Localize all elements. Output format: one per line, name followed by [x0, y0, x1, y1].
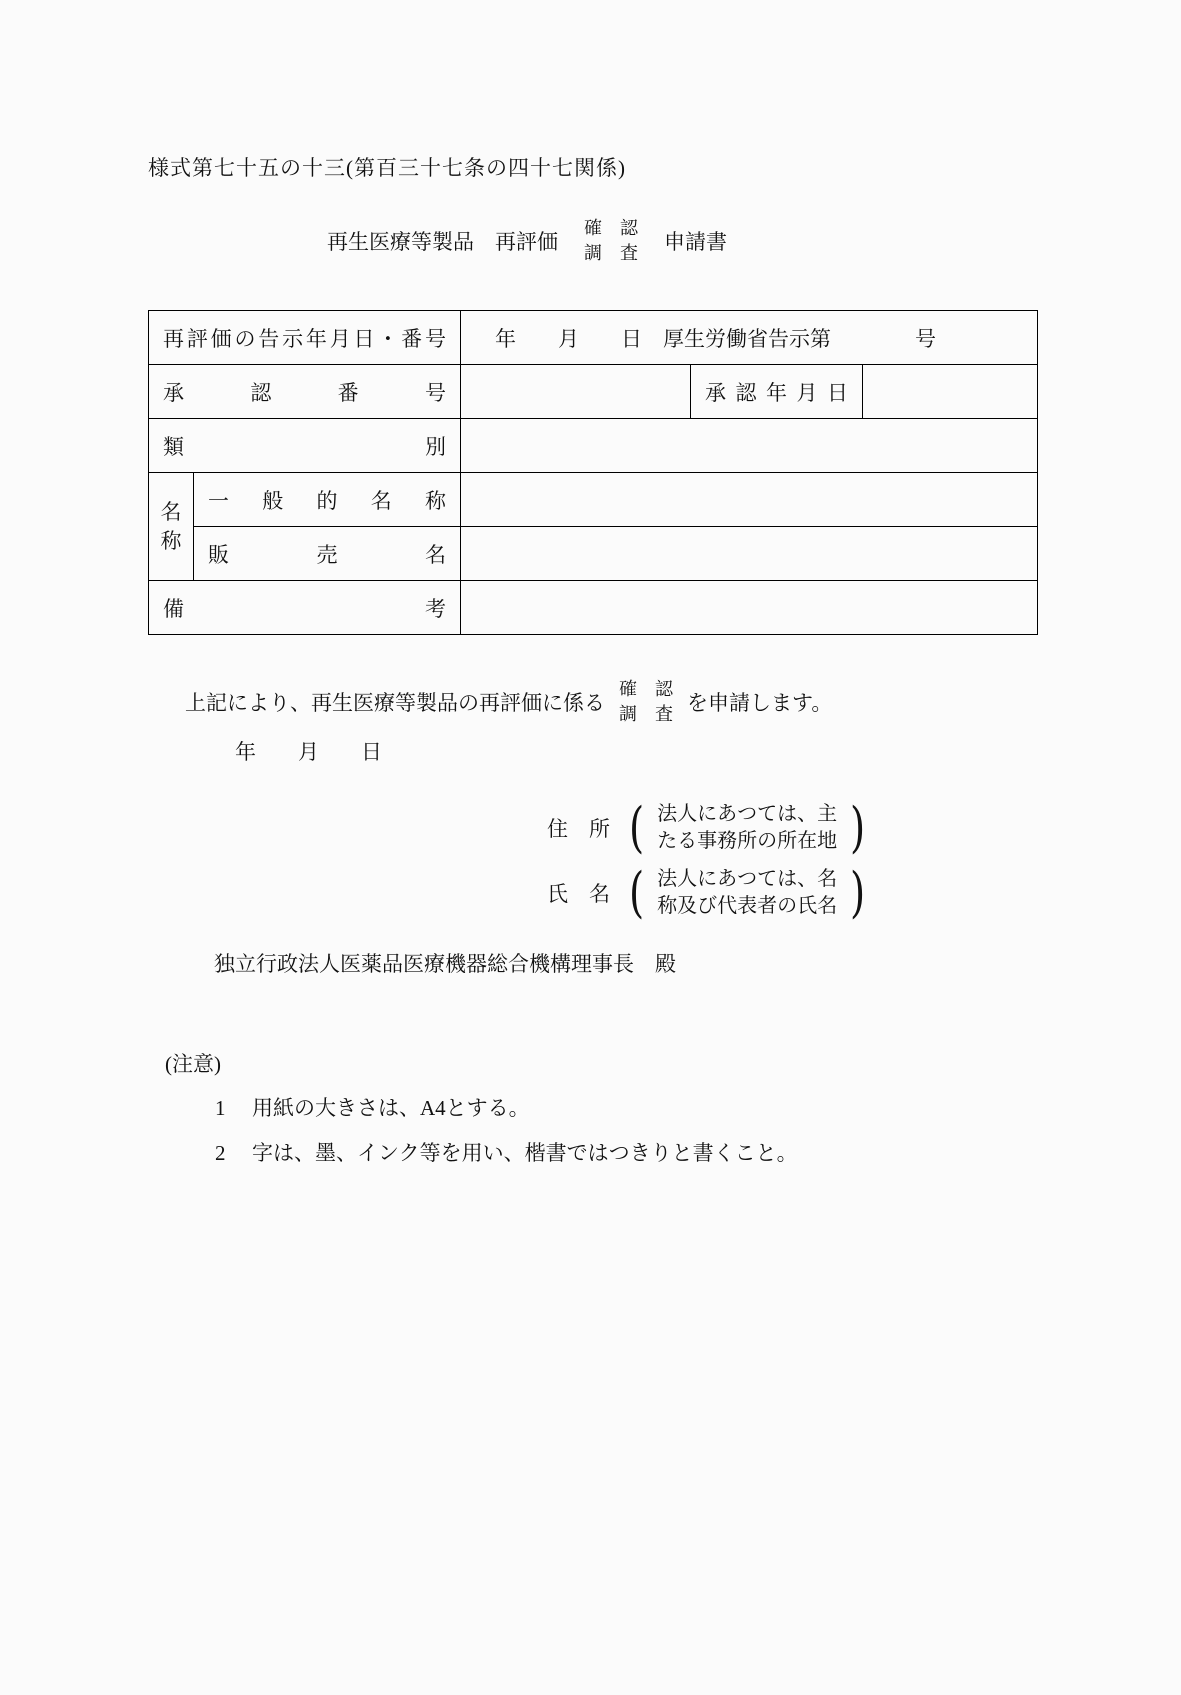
address-paren-line2: たる事務所の所在地 — [657, 830, 838, 852]
generic-name-value-cell — [461, 473, 1038, 527]
form-number-text: 様式第七十五の十三(第百三十七条の四十七関係) — [148, 156, 626, 180]
title-stacked-top: 確 認 — [584, 218, 638, 238]
name-paren-note — [657, 866, 837, 920]
generic-name-row — [149, 473, 1038, 527]
name-label: 氏 名 — [547, 882, 610, 906]
generic-name-label-cell: 一般的名称 — [194, 473, 461, 527]
address-paren-close-icon: ) — [850, 796, 866, 859]
address-paren-open-icon: ( — [628, 796, 645, 859]
address-paren-note — [657, 801, 837, 855]
title-stacked-bottom: 調 査 — [584, 243, 638, 263]
name-paren-close-icon: ) — [850, 861, 866, 924]
approval-number-label-cell: 承認番号 — [149, 365, 461, 419]
application-stacked-top: 確 認 — [619, 679, 673, 699]
date-line: 年 月 日 — [235, 740, 382, 764]
notice-date-value-cell: 年 月 日 厚生労働省告示第 号 — [461, 311, 1038, 365]
remarks-value-cell — [461, 581, 1038, 635]
notice-date-row — [149, 311, 1038, 365]
name-paren-open-icon: ( — [628, 861, 645, 924]
note-1-number: 1 — [215, 1096, 226, 1120]
title-stacked-kakunin-chousa — [584, 216, 638, 266]
application-sentence-prefix: 上記により、再生医療等製品の再評価に係る — [185, 691, 605, 715]
name-paren-line2: 称及び代表者の氏名 — [657, 895, 838, 917]
notes-heading: (注意) — [165, 1052, 221, 1076]
category-value-cell — [461, 419, 1038, 473]
application-sentence — [185, 676, 832, 728]
approval-number-value-cell — [461, 365, 691, 419]
application-stacked-bottom: 調 査 — [619, 704, 673, 724]
brand-name-label-cell: 販売名 — [194, 527, 461, 581]
brand-name-row — [149, 527, 1038, 581]
note-2-text: 字は、墨、インク等を用い、楷書ではつきりと書くこと。 — [252, 1141, 798, 1165]
address-row — [547, 796, 868, 859]
note-1-text: 用紙の大きさは、A4とする。 — [252, 1096, 530, 1120]
name-group-label-cell: 名称 — [149, 473, 194, 581]
note-2-number: 2 — [215, 1141, 226, 1165]
remarks-label-cell: 備考 — [149, 581, 461, 635]
note-item-2 — [215, 1137, 798, 1167]
remarks-row — [149, 581, 1038, 635]
name-paren-line1: 法人にあつては、名 — [657, 868, 838, 890]
address-paren-line1: 法人にあつては、主 — [657, 803, 838, 825]
note-item-1 — [215, 1092, 530, 1122]
category-label-cell: 類別 — [149, 419, 461, 473]
approval-date-label-cell: 承認年月日 — [691, 365, 863, 419]
brand-name-value-cell — [461, 527, 1038, 581]
title-suffix: 申請書 — [664, 230, 727, 254]
recipient-line: 独立行政法人医薬品医療機器総合機構理事長 殿 — [214, 952, 676, 976]
notice-date-label-cell: 再評価の告示年月日・番号 — [149, 311, 461, 365]
name-row — [547, 861, 868, 924]
approval-date-value-cell — [863, 365, 1038, 419]
title-prefix: 再生医療等製品 再評価 — [327, 230, 558, 254]
approval-number-row — [149, 365, 1038, 419]
address-label: 住 所 — [547, 817, 610, 841]
category-row — [149, 419, 1038, 473]
document-title — [327, 212, 727, 270]
application-stacked-kakunin-chousa — [619, 677, 673, 727]
application-table — [148, 310, 1038, 635]
application-sentence-suffix: を申請します。 — [687, 691, 833, 715]
